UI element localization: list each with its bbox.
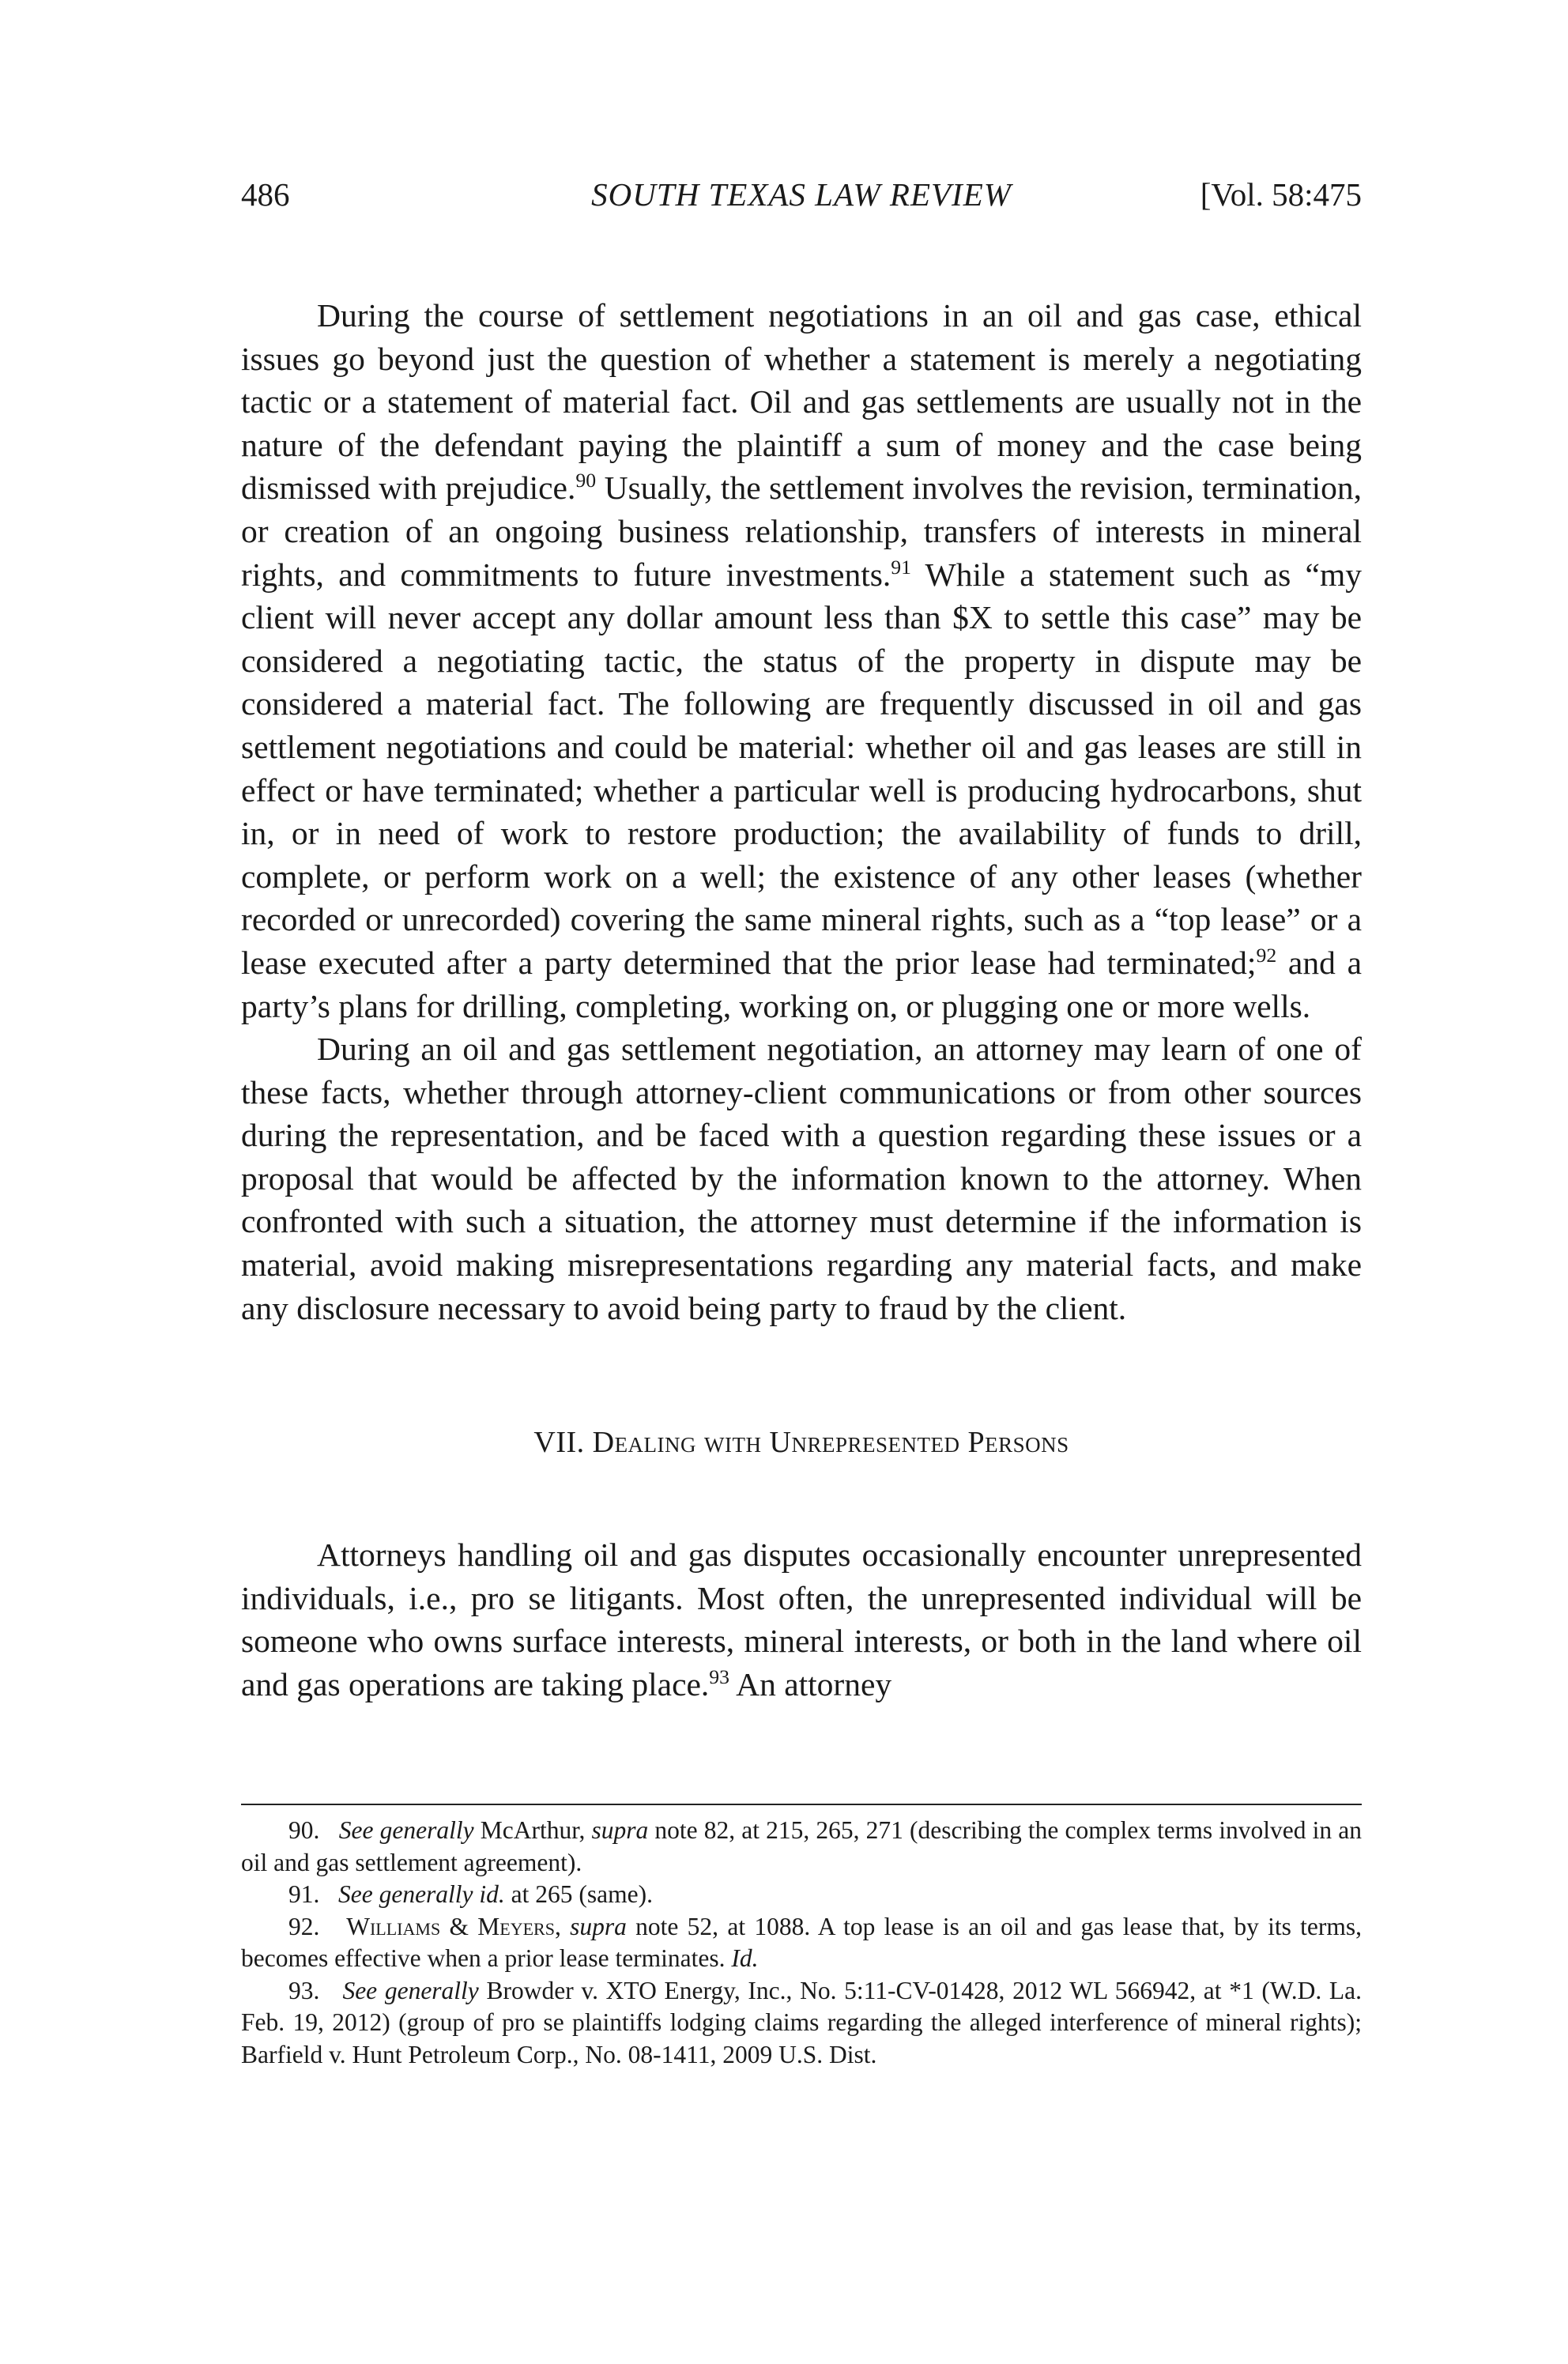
citation-authors: Williams & Meyers bbox=[346, 1912, 555, 1940]
footnote-text: Browder v. XTO Energy, Inc., No. 5:11-CV-01428, 2012 WL 566942, at *1 (W.D. La. Feb. 19, 2012) (group of pro se plaintiffs lodging claims regarding the alleged interference of mineral rights); Barfield v. Hunt Petroleum Corp., No. 08-1411, 2009 U.S. Dist. bbox=[241, 1976, 1363, 2068]
running-header bbox=[241, 175, 1362, 220]
paragraph-text: Usually, the settlement involves the revision, termination, or creation of an ongoing business relationship, transfers of interests in mineral rights, and commitments to future investments. bbox=[241, 469, 1362, 593]
footnote-divider bbox=[241, 1804, 1362, 1805]
footnote-93 bbox=[241, 1975, 1362, 2072]
citation-signal: See generally bbox=[342, 1976, 479, 2004]
paragraph-text: While a statement such as “my client will never accept any dollar amount less than $X to settle this case” may be considered a negotiating tactic, the status of the property in dispute may be considered a material fact. The following are frequently discussed in oil and gas settlement negotiations and could be material: whether oil and gas leases are still in effect or have terminated; whether a particular well is producing hydrocarbons, shut in, or in need of work to restore production; the availability of funds to drill, complete, or perform work on a well; the existence of any other leases (whether recorded or unrecorded) covering the same mineral rights, such as a “top lease” or a lease executed after a party determined that the prior lease had terminated; bbox=[241, 556, 1362, 981]
citation-id: Id. bbox=[731, 1944, 759, 1972]
footnote-ref-92[interactable]: 92 bbox=[1256, 944, 1277, 967]
citation-supra: supra bbox=[570, 1912, 627, 1940]
footnote-ref-93[interactable]: 93 bbox=[709, 1665, 730, 1688]
footnote-number: 91. bbox=[288, 1880, 320, 1908]
footnote-91 bbox=[241, 1879, 1362, 1911]
footnote-ref-90[interactable]: 90 bbox=[575, 469, 597, 492]
footnote-text: at 265 (same). bbox=[504, 1880, 653, 1908]
footnote-text: McArthur, bbox=[473, 1816, 592, 1844]
footnote-number: 93. bbox=[288, 1976, 320, 2004]
paragraph-text: Attorneys handling oil and gas disputes occasionally encounter unrepresented individuals, i.e., pro se litigants. Most often, the unrepresented individual will be someone who owns surface interests, mineral interests, or both in the land where oil and gas operations are taking place. bbox=[241, 1536, 1362, 1702]
footnote-90 bbox=[241, 1815, 1362, 1879]
footnote-92 bbox=[241, 1911, 1362, 1975]
paragraph-attorney-disclosure: During an oil and gas settlement negotiation, an attorney may learn of one of these facts, whether through attorney-client communications or from other sources during the representation, and be faced with a question regarding these issues or a proposal that would be affected by the information known to the attorney. When confronted with such a situation, the attorney must determine if the information is material, avoid making misrepresentations regarding any material facts, and make any disclosure necessary to avoid being party to fraud by the client. bbox=[241, 1031, 1362, 1326]
footnote-number: 90. bbox=[288, 1816, 320, 1844]
footnote-text: note 52, at 1088. A top lease is an oil and gas lease that, by its terms, becomes effective when a prior lease terminates. bbox=[241, 1912, 1363, 1972]
volume-citation: [Vol. 58:475 bbox=[1200, 176, 1362, 213]
footnote-text: note 82, at 215, 265, 271 (describing the complex terms involved in an oil and gas settlement agreement). bbox=[241, 1816, 1362, 1876]
page-number: 486 bbox=[241, 176, 290, 213]
section-heading: VII. Dealing with Unrepresented Persons bbox=[533, 1426, 1069, 1459]
footnote-text: , bbox=[554, 1912, 571, 1940]
citation-signal: See generally id. bbox=[338, 1880, 505, 1908]
footnotes bbox=[241, 1815, 1362, 2071]
citation-signal: See generally bbox=[338, 1816, 474, 1844]
main-text-block bbox=[241, 294, 1362, 1329]
paragraph-text: During the course of settlement negotiations in an oil and gas case, ethical issues go beyond just the question of whether a statement is merely a negotiating tactic or a statement of material fact. Oil and gas settlements are usually not in the nature of the defendant paying the plaintiff a sum of money and the case being dismissed with prejudice. bbox=[241, 297, 1362, 507]
paragraph-text: An attorney bbox=[729, 1665, 892, 1702]
paragraph-text: and a party’s plans for drilling, completing, working on, or plugging one or more wells. bbox=[241, 944, 1363, 1024]
paragraph-settlement-ethics bbox=[241, 294, 1362, 1027]
journal-title: SOUTH TEXAS LAW REVIEW bbox=[591, 176, 1012, 213]
section-text-block bbox=[241, 1533, 1362, 1706]
citation-supra: supra bbox=[591, 1816, 649, 1844]
paragraph-unrepresented bbox=[241, 1533, 1362, 1706]
footnote-number: 92. bbox=[288, 1912, 320, 1940]
footnote-ref-91[interactable]: 91 bbox=[891, 555, 911, 579]
